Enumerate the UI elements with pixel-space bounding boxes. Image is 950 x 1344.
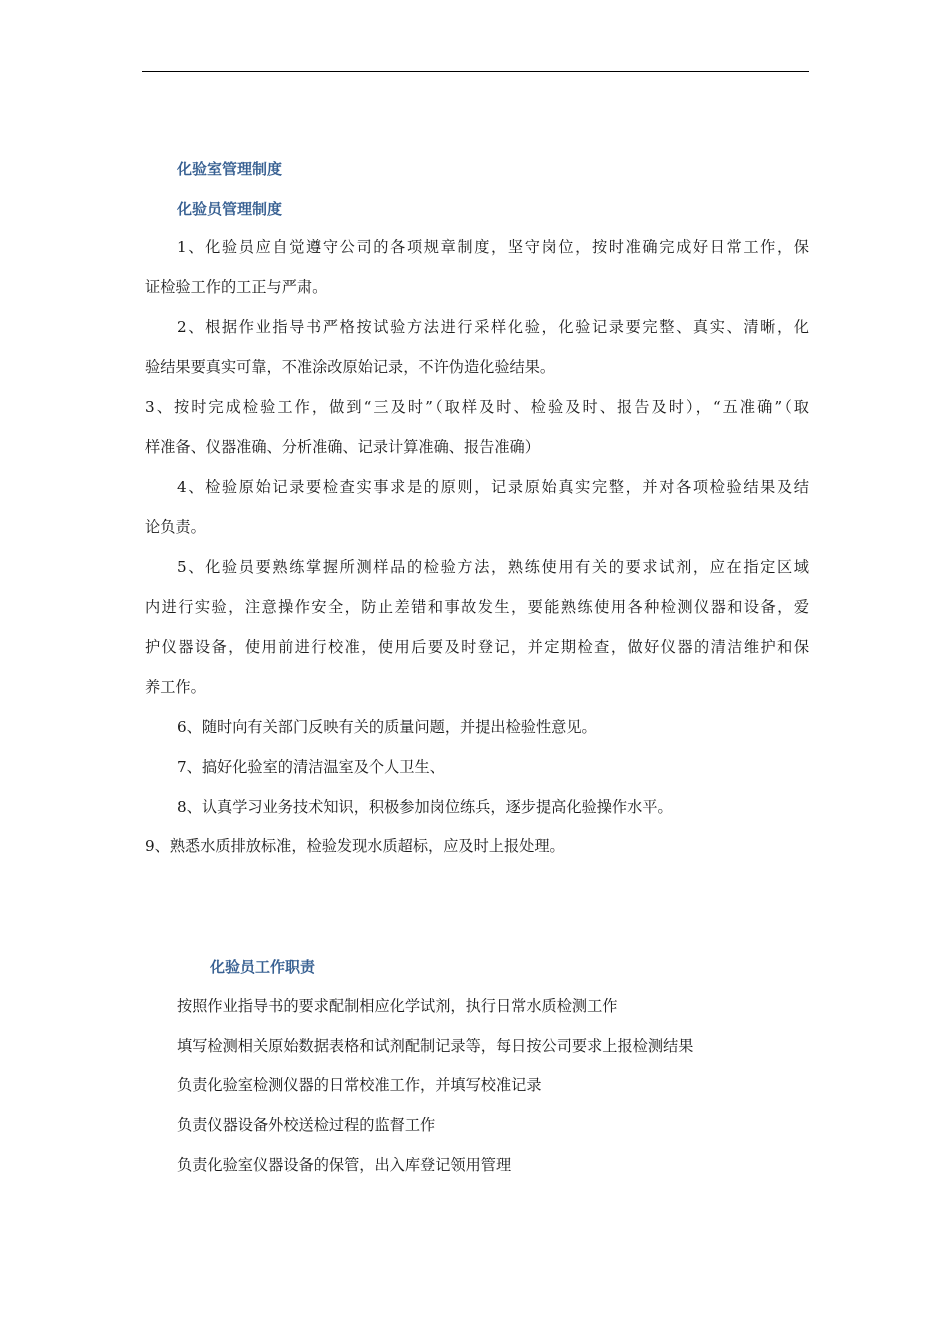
rule-2-line-1: 2、根据作业指导书严格按试验方法进行采样化验，化验记录要完整、真实、清晰，化: [177, 318, 809, 336]
rule-4-line-2: 论负责。: [145, 518, 206, 536]
rule-3-line-1: 3、按时完成检验工作，做到“三及时”（取样及时、检验及时、报告及时），“五准确”（取: [145, 398, 809, 416]
document-title: 化验室管理制度: [177, 160, 283, 178]
rule-5-line-4: 养工作。: [145, 678, 206, 696]
rule-3-line-2: 样准备、仪器准确、分析准确、记录计算准确、报告准确）: [145, 438, 540, 456]
duty-item: 按照作业指导书的要求配制相应化学试剂，执行日常水质检测工作: [177, 997, 618, 1015]
rule-9: 9、熟悉水质排放标准，检验发现水质超标，应及时上报处理。: [145, 837, 565, 855]
header-rule: [142, 71, 809, 72]
rule-4-line-1: 4、检验原始记录要检查实事求是的原则，记录原始真实完整，并对各项检验结果及结: [177, 478, 809, 496]
rule-5-line-3: 护仪器设备，使用前进行校准，使用后要及时登记，并定期检查，做好仪器的清洁维护和保: [145, 638, 809, 656]
rule-1-line-2: 证检验工作的工正与严肃。: [145, 278, 328, 296]
rule-5-line-2: 内进行实验，注意操作安全，防止差错和事故发生，要能熟练使用各种检测仪器和设备，爱: [145, 598, 809, 616]
rule-7: 7、搞好化验室的清洁温室及个人卫生、: [177, 758, 445, 776]
rule-6: 6、随时向有关部门反映有关的质量问题，并提出检验性意见。: [177, 718, 597, 736]
rule-2-line-2: 验结果要真实可靠，不准涂改原始记录，不许伪造化验结果。: [145, 358, 556, 376]
rule-8: 8、认真学习业务技术知识，积极参加岗位练兵，逐步提高化验操作水平。: [177, 798, 673, 816]
duty-item: 负责化验室仪器设备的保管，出入库登记领用管理: [177, 1156, 512, 1174]
section-title-duties: 化验员工作职责: [210, 958, 316, 976]
rule-1-line-1: 1、化验员应自觉遵守公司的各项规章制度，坚守岗位，按时准确完成好日常工作，保: [177, 238, 809, 256]
duty-item: 负责仪器设备外校送检过程的监督工作: [177, 1116, 436, 1134]
section-title-rules: 化验员管理制度: [177, 200, 283, 218]
rule-5-line-1: 5、化验员要熟练掌握所测样品的检验方法，熟练使用有关的要求试剂，应在指定区域: [177, 558, 809, 576]
duty-item: 负责化验室检测仪器的日常校准工作，并填写校准记录: [177, 1076, 542, 1094]
duty-item: 填写检测相关原始数据表格和试剂配制记录等，每日按公司要求上报检测结果: [177, 1037, 694, 1055]
